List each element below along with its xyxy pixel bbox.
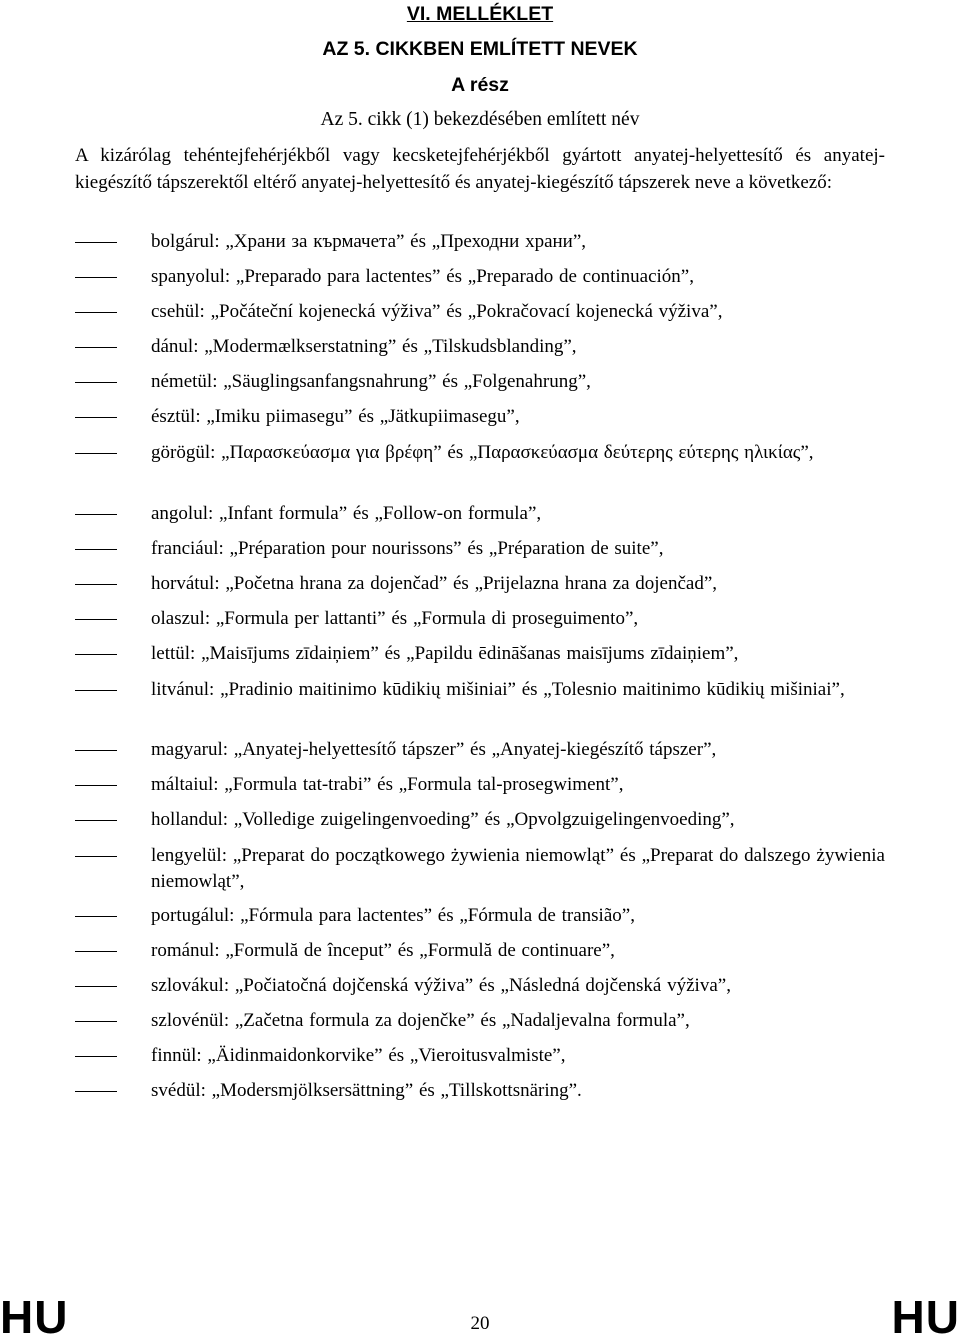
dash-bullet-icon — [75, 549, 117, 550]
list-item — [75, 404, 885, 430]
footer-language-code-left: HU — [0, 1291, 69, 1343]
dash-bullet-icon — [75, 820, 117, 821]
list-item-text: hollandul: „Volledige zuigelingenvoeding” és „Opvolgzuigelingenvoeding”, — [151, 809, 735, 830]
dash-bullet-icon — [75, 514, 117, 515]
dash-bullet-icon — [75, 453, 117, 454]
dash-bullet-icon — [75, 242, 117, 243]
list-item-text: máltaiul: „Formula tat-trabi” és „Formula tal-prosegwiment”, — [151, 774, 624, 795]
list-item — [75, 536, 885, 562]
list-item-text: csehül: „Počáteční kojenecká výživa” és „Pokračovací kojenecká výživa”, — [151, 301, 723, 322]
dash-bullet-icon — [75, 690, 117, 691]
list-item-text: lettül: „Maisījums zīdaiņiem” és „Papildu ēdināšanas maisījums zīdaiņiem”, — [151, 643, 739, 664]
part-title: A rész — [451, 74, 509, 96]
dash-bullet-icon — [75, 785, 117, 786]
list-item — [75, 1008, 885, 1034]
dash-bullet-icon — [75, 347, 117, 348]
section-title: AZ 5. CIKKBEN EMLÍTETT NEVEK — [322, 38, 638, 60]
list-item — [75, 501, 885, 527]
dash-bullet-icon — [75, 750, 117, 751]
dash-bullet-icon — [75, 1021, 117, 1022]
list-item-text: magyarul: „Anyatej-helyettesítő tápszer” és „Anyatej-kiegészítő tápszer”, — [151, 739, 717, 760]
list-item — [75, 571, 885, 597]
list-item-text: litvánul: „Pradinio maitinimo kūdikių mišiniai” és „Tolesnio maitinimo kūdikių mišiniai”, — [151, 679, 845, 700]
list-item — [75, 843, 885, 895]
list-item-text: olaszul: „Formula per lattanti” és „Formula di proseguimento”, — [151, 608, 639, 629]
list-item-text: spanyolul: „Preparado para lactentes” és „Preparado de continuación”, — [151, 266, 694, 287]
dash-bullet-icon — [75, 654, 117, 655]
list-item — [75, 606, 885, 632]
list-item-text: lengyelül: „Preparat do początkowego żywienia niemowląt” és „Preparat do dalszego żywienia niemowląt”, — [151, 845, 885, 892]
list-item-text: horvátul: „Početna hrana za dojenčad” és „Prijelazna hrana za dojenčad”, — [151, 573, 718, 594]
list-item-text: szlovénül: „Začetna formula za dojenčke” és „Nadaljevalna formula”, — [151, 1010, 690, 1031]
list-item-text: románul: „Formulă de început” és „Formulă de continuare”, — [151, 940, 615, 961]
list-item — [75, 938, 885, 964]
list-item-text: dánul: „Modermælkserstatning” és „Tilskudsblanding”, — [151, 336, 577, 357]
page-number: 20 — [470, 1313, 490, 1334]
list-item — [75, 369, 885, 395]
list-item — [75, 677, 885, 703]
list-item — [75, 807, 885, 833]
list-item-text: bolgárul: „Храни за кърмачета” és „Преходни храни”, — [151, 231, 587, 252]
list-item-text: finnül: „Äidinmaidonkorvike” és „Vieroitusvalmiste”, — [151, 1045, 566, 1066]
list-item-text: szlovákul: „Počiatočná dojčenská výživa” és „Následná dojčenská výživa”, — [151, 975, 731, 996]
list-item — [75, 334, 885, 360]
dash-bullet-icon — [75, 584, 117, 585]
list-item-text: franciául: „Préparation pour nourissons” és „Préparation de suite”, — [151, 538, 664, 559]
list-item-text: svédül: „Modersmjölksersättning” és „Tillskottsnäring”. — [151, 1080, 582, 1101]
list-item-text: észtül: „Imiku piimasegu” és „Jätkupiimasegu”, — [151, 406, 520, 427]
list-item — [75, 903, 885, 929]
list-item — [75, 264, 885, 290]
list-item-text: németül: „Säuglingsanfangsnahrung” és „Folgenahrung”, — [151, 371, 591, 392]
list-item-text: portugálul: „Fórmula para lactentes” és „Fórmula de transião”, — [151, 905, 635, 926]
dash-bullet-icon — [75, 1056, 117, 1057]
list-item — [75, 973, 885, 999]
dash-bullet-icon — [75, 277, 117, 278]
list-item — [75, 1043, 885, 1069]
list-item — [75, 1078, 885, 1104]
annex-title: VI. MELLÉKLET — [406, 3, 554, 25]
list-item — [75, 440, 885, 466]
list-item — [75, 229, 885, 255]
dash-bullet-icon — [75, 951, 117, 952]
dash-bullet-icon — [75, 312, 117, 313]
dash-bullet-icon — [75, 916, 117, 917]
subtitle: Az 5. cikk (1) bekezdésében említett név — [320, 109, 640, 130]
list-item — [75, 772, 885, 798]
intro-paragraph: A kizárólag tehéntejfehérjékből vagy kecsketejfehérjékből gyártott anyatej-helyettesítő és anyatej-kiegészítő tápszerektől eltérő anyatej-helyettesítő és anyatej-kiegészítő tápszerek neve a következő: — [75, 145, 885, 193]
dash-bullet-icon — [75, 986, 117, 987]
list-item-text: görögül: „Παρασκεύασμα για βρέφη” és „Παρασκεύασμα δεύτερης εύτερης ηλικίας”, — [151, 442, 814, 463]
list-item — [75, 737, 885, 763]
list-item-text: angolul: „Infant formula” és „Follow-on formula”, — [151, 503, 542, 524]
dash-bullet-icon — [75, 619, 117, 620]
list-item — [75, 641, 885, 667]
dash-bullet-icon — [75, 1091, 117, 1092]
dash-bullet-icon — [75, 382, 117, 383]
footer-language-code-right: HU — [891, 1291, 960, 1343]
list-item — [75, 299, 885, 325]
dash-bullet-icon — [75, 417, 117, 418]
dash-bullet-icon — [75, 856, 117, 857]
